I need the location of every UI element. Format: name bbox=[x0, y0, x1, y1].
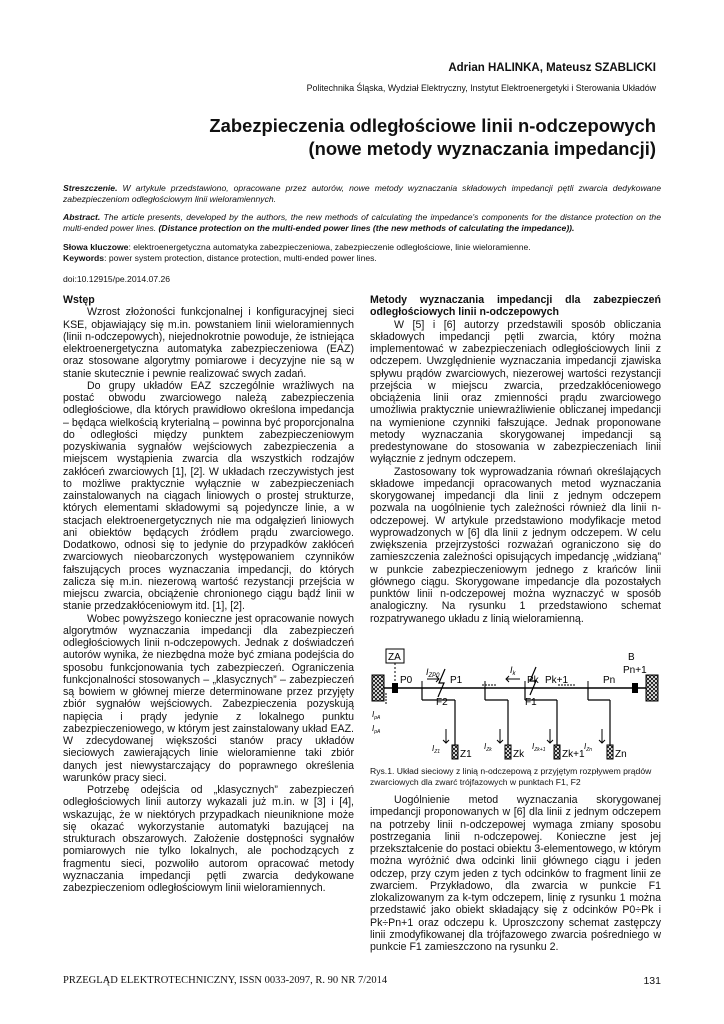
label-current-pa: I bbox=[372, 724, 375, 733]
svg-text:IZ1 bbox=[432, 744, 440, 755]
label-current-zn-sub: Zn bbox=[586, 747, 593, 753]
label-current-k: I bbox=[510, 665, 513, 675]
source-b bbox=[646, 675, 658, 701]
label-current-zp0: I bbox=[426, 667, 429, 677]
label-current-zk1-sub: Zk+1 bbox=[534, 747, 546, 753]
figure-1-circuit bbox=[370, 645, 661, 763]
label-pn1: Pn+1 bbox=[623, 665, 647, 676]
label-zk1: Zk+1 bbox=[562, 749, 585, 760]
label-current-ps-sub: pA bbox=[374, 715, 381, 721]
keywords-pl-label: Słowa kluczowe bbox=[63, 242, 129, 252]
label-zn: Zn bbox=[615, 749, 627, 760]
label-p1: P1 bbox=[450, 675, 463, 686]
title-line-2: (nowe metody wyznaczania impedancji) bbox=[308, 137, 656, 159]
right-column-continued bbox=[370, 794, 661, 953]
keywords-pl-text: : elektroenergetyczna automatyka zabezpieczeniowa, zabezpieczenie odległościowe, linie wieloramienne. bbox=[128, 242, 531, 252]
abstract-text: The article presents, developed by the authors, the new methods of calculating the impedance's components for the distance protection on the multi-ended power lines. bbox=[63, 212, 661, 233]
label-current-ps: I bbox=[372, 710, 375, 719]
doi: doi:10.12915/pe.2014.07.26 bbox=[63, 274, 171, 284]
label-b: B bbox=[628, 652, 635, 663]
paragraph: W [5] i [6] autorzy przedstawili sposób obliczania składowych impedancji pętli zwarcia, który można implementować w zabezpieczeniach odległościowych linii z odczepem. Uwzględnienie wyznaczania impedancji zjawiska spływu prądów zwarciowych, niezerowej wartości rezystancji przejścia w miejscu zwarcia, przedzakłóceniowego obciążenia linii oraz zmienności prądu zwarciowego umożliwia praktycznie uniewrażliwienie obliczanej impedancji na wymienione czynniki fałszujące. Jednak proponowane metody wyznaczania skorygowanej impedancji są predestynowane do stosowania w zabezpieczeniach linii wyłącznie z jednym odczepem. bbox=[370, 318, 661, 466]
paragraph: Zastosowany tok wyprowadzania równań określających składowe impedancji opracowanych metod wyznaczania skorygowanej impedancji dla linii z jednym odczepem pozwala na uogólnienie tych zależności również dla linii n-odczepowej. W artykule przedstawiono modyfikacje metod wyprowadzonych w [6] dla linii z jednym odczepem. W celu zwiększenia przejrzystości rozważań ograniczono się do zamieszczenia zależności opisujących impedancję „widzianą” w punkcie zabezpieczeniowym jednego z krańców linii głównego ciągu. Skorygowane impedancje dla pozostałych punktów linii n-odczepowej można wyznaczyć w sposób analogiczny. Na rysunku 1 przedstawiono schemat rozpatrywanego układu z linią wieloramienną. bbox=[370, 465, 661, 625]
svg-text:IZn bbox=[584, 742, 592, 753]
svg-text:IpA bbox=[372, 710, 381, 721]
paragraph: Uogólnienie metod wyznaczania skorygowanej impedancji proponowanych w [6] dla linii z jednym odczepem na potrzeby linii n-odczepowej wymaga zmiany sposobu postrzegania linii n-odczepowej. Konieczne jest jej przekształcenie do postaci obiektu 3-elementowego, w którym można wyróżnić dwa odcinki linii głównego ciągu i jeden odczep, przy czym jeden z tych odcinków to fragment linii ze zwarciem. Przykładowo, dla zwarcia w punkcie F1 zlokalizowanym za k-tym odczepem, linię z rysunku 1 można przedstawić jako obiekt składający się z odcinków P0÷Pk i Pk÷Pn+1 oraz odczepu k. Uproszczony schemat zastępczy linii zmodyfikowanej dla trójfazowego zwarcia pośredniego w punkcie F1 zamieszczono na rysunku 2. bbox=[370, 794, 661, 953]
left-column bbox=[63, 294, 354, 894]
label-current-z1-sub: Z1 bbox=[434, 749, 441, 755]
paper-title bbox=[96, 115, 656, 160]
paragraph: Wzrost złożoności funkcjonalnej i konfiguracyjnej sieci KSE, objawiający się m.in. powstaniem linii wieloramiennych (linii n-odczepowych), niejednokrotnie powoduje, że istniejąca elektroenergetyczna automatyka zabezpieczeniowa (EAZ) oraz stosowane algorytmy pomiarowe i decyzyjne nie są w stanie skutecznie i pewnie realizować swych zadań. bbox=[63, 306, 354, 380]
fault-f1-icon bbox=[530, 667, 536, 695]
paragraph: Wobec powyższego konieczne jest opracowanie nowych algorytmów wyznaczania impedancji dla zabezpieczeń odległościowych linii n-odczepowych. Jednak z doświadczeń autorów wynika, że niezbędna może być zmiana podejścia do sposobu funkcjonowania tych zabezpieczeń. Ograniczenia funkcjonalności stosowanych – „klasycznych” – zabezpieczeń są bowiem w głównej mierze determinowane przez przyjęty zbiór sygnałów wejściowych. Zabezpieczenia pozyskują napięcia i prądy jedynie z lokalnego punktu zabezpieczeniowego, w którym jest zainstalowany układ EAZ. W zdecydowanej większości stanów pracy układów sieciowych zawierających linie wieloramienne taki zbiór danych jest niewystarczający do poprawnego określenia warunków pracy sieci. bbox=[63, 612, 354, 784]
label-current-z1: I bbox=[432, 744, 435, 753]
label-current-zn: I bbox=[584, 742, 587, 751]
label-pk: Pk bbox=[527, 675, 539, 686]
label-current-zk1: I bbox=[532, 742, 535, 751]
label-pk1: Pk+1 bbox=[545, 675, 569, 686]
abstract bbox=[63, 212, 661, 234]
label-f2: F2 bbox=[436, 697, 448, 708]
paragraph: Potrzebę odejścia od „klasycznych” zabezpieczeń odległościowych linii autorzy wykazali już m.in. w [3] i [4], wskazując, że w niektórych przypadkach nieuniknione może się okazać wykorzystanie automatyki bazującej na strukturach obszarowych. Założenie dostępności sygnałów pomiarowych nie tylko lokalnych, ale pochodzących z fragmentu sieci, pozwoliło autorom opracować metody wyznaczania impedancji pętli zwarcia dedykowane zabezpieczeniom odległościowym linii wieloramiennych. bbox=[63, 784, 354, 894]
page-footer bbox=[63, 975, 661, 986]
svg-text:IZk+1 bbox=[532, 742, 546, 753]
label-za: ZA bbox=[388, 652, 401, 663]
label-p0: P0 bbox=[400, 675, 413, 686]
source-a bbox=[372, 675, 384, 701]
svg-text:IZk bbox=[484, 742, 492, 753]
streszczenie bbox=[63, 183, 661, 205]
keywords-pl bbox=[63, 242, 661, 253]
label-current-k-sub: k bbox=[512, 671, 516, 677]
page-number: 131 bbox=[643, 975, 661, 987]
streszczenie-label: Streszczenie. bbox=[63, 183, 118, 193]
section-heading-methods: Metody wyznaczania impedancji dla zabezpieczeń odległościowych linii n-odczepowych bbox=[370, 294, 661, 319]
svg-text:IZP0 bbox=[426, 667, 440, 679]
label-pn: Pn bbox=[603, 675, 616, 686]
label-current-zp0-sub: ZP0 bbox=[428, 673, 440, 679]
title-line-1: Zabezpieczenia odległościowe linii n-odczepowych bbox=[209, 115, 656, 136]
keywords-en-text: : power system protection, distance protection, multi-ended power lines. bbox=[104, 253, 377, 263]
label-current-zk: I bbox=[484, 742, 487, 751]
abstract-label: Abstract. bbox=[63, 212, 101, 222]
label-current-zk-sub: Zk bbox=[486, 747, 492, 753]
label-zk: Zk bbox=[513, 749, 525, 760]
abstract-bold-title: (Distance protection on the multi-ended power lines (the new methods of calculating the impedance)). bbox=[158, 223, 575, 233]
svg-text:IpA bbox=[372, 724, 381, 735]
label-z1: Z1 bbox=[460, 749, 472, 760]
streszczenie-text: W artykule przedstawiono, opracowane przez autorów, nowe metody wyznaczania składowych impedancji pętli zwarcia dedykowane zabezpieczeniom odległościowym linii wieloramiennych. bbox=[63, 183, 661, 204]
keywords-en bbox=[63, 253, 661, 264]
label-current-pa-sub: pA bbox=[374, 729, 381, 735]
label-f1: F1 bbox=[525, 697, 537, 708]
paragraph: Do grupy układów EAZ szczególnie wrażliwych na postać obwodu zwarciowego należą zabezpieczenia odległościowe, dla których prawidłowo określona impedancja – będąca wielkością kryterialną – powinna być proporcjonalna do odległości między punktem zabezpieczeniowym pozyskiwania sygnałów wejściowych zabezpieczenia a miejscem wystąpienia zwarcia dla wszystkich rodzajów zakłóceń zwarciowych [1], [2]. W układach rzeczywistych jest to możliwe praktycznie wyłącznie w zabezpieczeniach zainstalowanych na ciągach liniowych o prostej strukturze, których elementami składowymi są pojedyncze linie, a w stacjach elektroenergetycznych nie ma odgałęzień liniowych ani obiektów będących źródłem prądu zwarciowego. Dodatkowo, odnosi się to jedynie do przypadków zakłóceń zwarciowych nieobarczonych występowaniem czynników fałszujących proces wyznaczania impedancji, do których zalicza się m.in. niezerową wartość rezystancji przejścia w miejscu zwarcia, obciążenie chronionego ciągu bądź linii w stanie przedzakłóceniowym itd. [1], [2]. bbox=[63, 379, 354, 613]
journal-info: PRZEGLĄD ELEKTROTECHNICZNY, ISSN 0033-2097, R. 90 NR 7/2014 bbox=[63, 975, 388, 986]
section-heading-intro: Wstęp bbox=[63, 294, 95, 306]
svg-text:Ik bbox=[510, 665, 517, 677]
authors: Adrian HALINKA, Mateusz SZABLICKI bbox=[448, 62, 656, 74]
keywords-en-label: Keywords bbox=[63, 253, 105, 263]
figure-1-caption: Rys.1. Układ sieciowy z linią n-odczepową z przyjętym rozpływem prądów zwarciowych dla zwarć trójfazowych w punktach F1, F2 bbox=[370, 766, 652, 787]
right-column bbox=[370, 294, 661, 625]
affiliation: Politechnika Śląska, Wydział Elektryczny, Instytut Elektroenergetyki i Sterowania Układów bbox=[306, 83, 656, 93]
